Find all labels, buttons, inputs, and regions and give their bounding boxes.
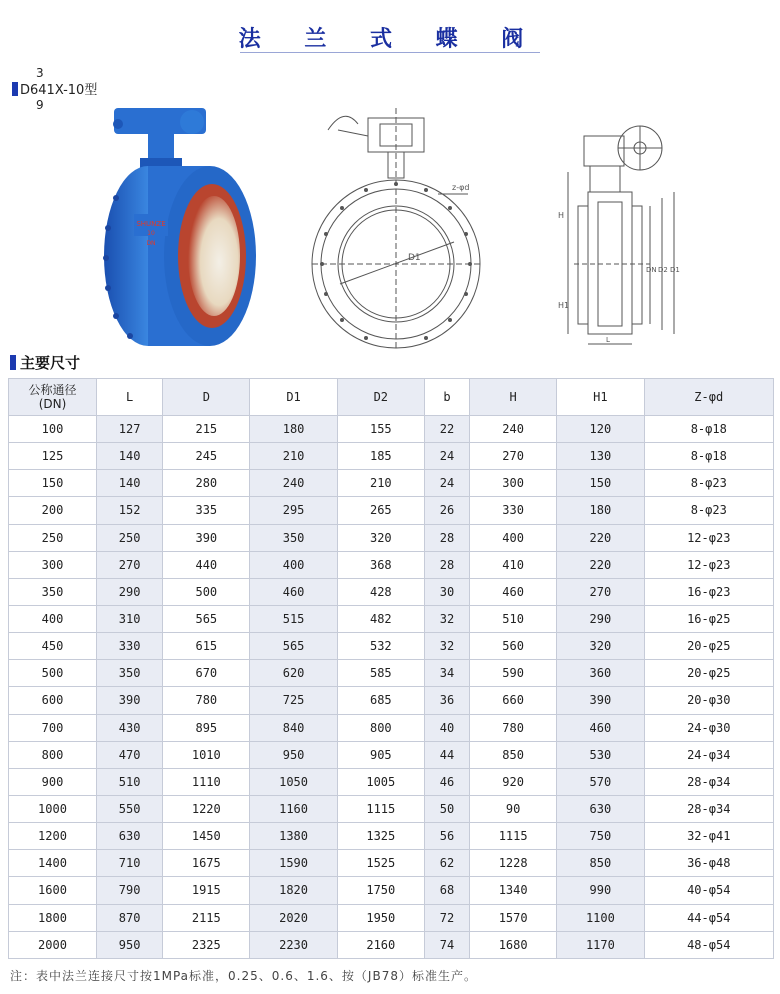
- header-l: L: [97, 379, 163, 416]
- cell-b: 24: [424, 470, 469, 497]
- header-h: H: [470, 379, 557, 416]
- cell-zphi: 12-φ23: [644, 551, 773, 578]
- cell-h: 850: [470, 741, 557, 768]
- table-row: [9, 850, 774, 877]
- cell-h1: 320: [557, 633, 644, 660]
- cell-dn: 600: [9, 687, 97, 714]
- cell-h: 920: [470, 768, 557, 795]
- header-d1: D1: [250, 379, 337, 416]
- cell-l: 270: [97, 551, 163, 578]
- cell-l: 710: [97, 850, 163, 877]
- cell-l: 790: [97, 877, 163, 904]
- cell-d1: 460: [250, 578, 337, 605]
- cell-d: 1110: [163, 768, 250, 795]
- cell-d2: 265: [337, 497, 424, 524]
- cell-d1: 400: [250, 551, 337, 578]
- cell-h1: 850: [557, 850, 644, 877]
- cell-h: 1680: [470, 931, 557, 958]
- cell-dn: 400: [9, 605, 97, 632]
- front-view-drawing: [308, 100, 488, 350]
- cell-d1: 565: [250, 633, 337, 660]
- cell-h1: 460: [557, 714, 644, 741]
- label-d2: D2: [658, 266, 668, 274]
- cell-b: 24: [424, 443, 469, 470]
- cell-h: 510: [470, 605, 557, 632]
- cell-d2: 320: [337, 524, 424, 551]
- model-superscript: 3: [36, 66, 44, 80]
- section-title: 主要尺寸: [20, 354, 81, 372]
- cell-h1: 270: [557, 578, 644, 605]
- cell-h1: 150: [557, 470, 644, 497]
- cell-b: 28: [424, 524, 469, 551]
- cell-dn: 1000: [9, 795, 97, 822]
- cell-h: 270: [470, 443, 557, 470]
- cell-d2: 1950: [337, 904, 424, 931]
- table-row: [9, 551, 774, 578]
- header-b: b: [424, 379, 469, 416]
- cell-dn: 500: [9, 660, 97, 687]
- cell-h1: 750: [557, 823, 644, 850]
- valve-photo: [92, 108, 262, 348]
- cell-zphi: 20-φ25: [644, 633, 773, 660]
- cell-d: 2115: [163, 904, 250, 931]
- cell-h: 660: [470, 687, 557, 714]
- cell-d: 1450: [163, 823, 250, 850]
- cell-b: 50: [424, 795, 469, 822]
- cell-h1: 990: [557, 877, 644, 904]
- cell-dn: 450: [9, 633, 97, 660]
- cell-dn: 1200: [9, 823, 97, 850]
- model-subscript: 9: [36, 98, 44, 112]
- table-row: [9, 931, 774, 958]
- cell-d: 335: [163, 497, 250, 524]
- model-main-text: D641X-10型: [20, 83, 98, 98]
- cell-l: 470: [97, 741, 163, 768]
- cell-zphi: 24-φ30: [644, 714, 773, 741]
- header-d2: D2: [337, 379, 424, 416]
- cell-zphi: 20-φ25: [644, 660, 773, 687]
- section-marker: [10, 355, 16, 370]
- label-d1: D1: [408, 253, 421, 263]
- table-row: [9, 741, 774, 768]
- cell-h: 400: [470, 524, 557, 551]
- cell-l: 510: [97, 768, 163, 795]
- cell-b: 40: [424, 714, 469, 741]
- cell-d2: 482: [337, 605, 424, 632]
- cell-d: 2325: [163, 931, 250, 958]
- cell-d: 280: [163, 470, 250, 497]
- cell-d: 500: [163, 578, 250, 605]
- cell-d: 440: [163, 551, 250, 578]
- label-h1: H1: [558, 301, 570, 310]
- cell-d1: 515: [250, 605, 337, 632]
- table-row: [9, 633, 774, 660]
- cell-dn: 250: [9, 524, 97, 551]
- cell-d1: 840: [250, 714, 337, 741]
- cell-zphi: 8-φ23: [644, 497, 773, 524]
- cell-d2: 1005: [337, 768, 424, 795]
- cell-h: 330: [470, 497, 557, 524]
- cell-dn: 125: [9, 443, 97, 470]
- cell-b: 34: [424, 660, 469, 687]
- cell-zphi: 36-φ48: [644, 850, 773, 877]
- cell-d: 1010: [163, 741, 250, 768]
- cell-h: 1570: [470, 904, 557, 931]
- cell-d2: 905: [337, 741, 424, 768]
- cell-d: 1675: [163, 850, 250, 877]
- cell-l: 630: [97, 823, 163, 850]
- cell-dn: 1800: [9, 904, 97, 931]
- cell-d2: 185: [337, 443, 424, 470]
- cell-b: 32: [424, 605, 469, 632]
- cell-b: 68: [424, 877, 469, 904]
- cell-zphi: 28-φ34: [644, 795, 773, 822]
- cell-h1: 1100: [557, 904, 644, 931]
- cell-l: 140: [97, 443, 163, 470]
- cell-zphi: 48-φ54: [644, 931, 773, 958]
- cell-h: 460: [470, 578, 557, 605]
- header-dn: [9, 379, 97, 416]
- cell-zphi: 8-φ23: [644, 470, 773, 497]
- cell-zphi: 40-φ54: [644, 877, 773, 904]
- cell-dn: 700: [9, 714, 97, 741]
- cell-zphi: 44-φ54: [644, 904, 773, 931]
- cell-d: 245: [163, 443, 250, 470]
- page-title: 法 兰 式 蝶 阀: [238, 27, 542, 52]
- cell-h: 90: [470, 795, 557, 822]
- cell-d1: 295: [250, 497, 337, 524]
- cell-l: 152: [97, 497, 163, 524]
- cell-dn: 800: [9, 741, 97, 768]
- cell-l: 290: [97, 578, 163, 605]
- table-row: [9, 416, 774, 443]
- cell-l: 330: [97, 633, 163, 660]
- title-underline: [240, 52, 540, 53]
- table-row: [9, 714, 774, 741]
- cell-d1: 2020: [250, 904, 337, 931]
- cell-dn: 1600: [9, 877, 97, 904]
- table-body: [9, 416, 774, 959]
- cell-l: 430: [97, 714, 163, 741]
- cell-h1: 390: [557, 687, 644, 714]
- cell-zphi: 16-φ23: [644, 578, 773, 605]
- cell-h1: 630: [557, 795, 644, 822]
- footnote: 注：表中法兰连接尺寸按1MPa标准，0.25、0.6、1.6、按（JB78）标准生产。: [10, 969, 477, 983]
- table-row: [9, 524, 774, 551]
- cell-d2: 155: [337, 416, 424, 443]
- header-zphi: Z-φd: [644, 379, 773, 416]
- cell-zphi: 8-φ18: [644, 443, 773, 470]
- photo-dn-text: DN: [146, 240, 156, 247]
- cell-b: 62: [424, 850, 469, 877]
- cell-d1: 1380: [250, 823, 337, 850]
- cell-d2: 1325: [337, 823, 424, 850]
- cell-d1: 620: [250, 660, 337, 687]
- table-row: [9, 823, 774, 850]
- table-row: [9, 877, 774, 904]
- cell-h: 1340: [470, 877, 557, 904]
- cell-b: 56: [424, 823, 469, 850]
- cell-dn: 1400: [9, 850, 97, 877]
- cell-dn: 900: [9, 768, 97, 795]
- cell-d2: 585: [337, 660, 424, 687]
- cell-d1: 240: [250, 470, 337, 497]
- cell-d2: 1525: [337, 850, 424, 877]
- model-main: [12, 82, 97, 98]
- table-header-row: [9, 379, 774, 416]
- table-row: [9, 497, 774, 524]
- cell-h1: 290: [557, 605, 644, 632]
- cell-d1: 725: [250, 687, 337, 714]
- cell-l: 870: [97, 904, 163, 931]
- cell-d2: 368: [337, 551, 424, 578]
- cell-d: 390: [163, 524, 250, 551]
- label-l: L: [606, 336, 610, 344]
- cell-zphi: 12-φ23: [644, 524, 773, 551]
- cell-b: 36: [424, 687, 469, 714]
- cell-b: 22: [424, 416, 469, 443]
- cell-d2: 2160: [337, 931, 424, 958]
- cell-dn: 100: [9, 416, 97, 443]
- label-dn: DN: [646, 266, 657, 274]
- cell-h1: 530: [557, 741, 644, 768]
- cell-l: 390: [97, 687, 163, 714]
- cell-d1: 950: [250, 741, 337, 768]
- cell-h1: 1170: [557, 931, 644, 958]
- table-row: [9, 660, 774, 687]
- table-row: [9, 443, 774, 470]
- cell-d2: 1750: [337, 877, 424, 904]
- cell-d2: 532: [337, 633, 424, 660]
- cell-d: 1220: [163, 795, 250, 822]
- cell-d: 215: [163, 416, 250, 443]
- cell-d: 565: [163, 605, 250, 632]
- cell-b: 26: [424, 497, 469, 524]
- cell-h: 1228: [470, 850, 557, 877]
- cell-zphi: 32-φ41: [644, 823, 773, 850]
- table-row: [9, 795, 774, 822]
- table-row: [9, 578, 774, 605]
- cell-dn: 200: [9, 497, 97, 524]
- cell-h1: 180: [557, 497, 644, 524]
- cell-dn: 300: [9, 551, 97, 578]
- cell-l: 950: [97, 931, 163, 958]
- cell-dn: 2000: [9, 931, 97, 958]
- cell-h1: 360: [557, 660, 644, 687]
- header-dn-text: 公称通径 (DN): [28, 383, 77, 411]
- table-row: [9, 687, 774, 714]
- cell-l: 250: [97, 524, 163, 551]
- cell-b: 32: [424, 633, 469, 660]
- label-h: H: [558, 211, 565, 220]
- cell-d2: 1115: [337, 795, 424, 822]
- cell-d1: 2230: [250, 931, 337, 958]
- cell-dn: 150: [9, 470, 97, 497]
- cell-d1: 1590: [250, 850, 337, 877]
- header-h1: H1: [557, 379, 644, 416]
- model-marker: [12, 82, 18, 96]
- cell-l: 550: [97, 795, 163, 822]
- cell-b: 44: [424, 741, 469, 768]
- header-d: D: [163, 379, 250, 416]
- cell-h: 1115: [470, 823, 557, 850]
- cell-d2: 428: [337, 578, 424, 605]
- cell-b: 28: [424, 551, 469, 578]
- cell-h: 560: [470, 633, 557, 660]
- cell-zphi: 20-φ30: [644, 687, 773, 714]
- photo-pn-text: 10: [147, 230, 155, 237]
- cell-d1: 180: [250, 416, 337, 443]
- cell-h: 780: [470, 714, 557, 741]
- cell-b: 46: [424, 768, 469, 795]
- cell-h1: 130: [557, 443, 644, 470]
- cell-l: 127: [97, 416, 163, 443]
- cell-h1: 570: [557, 768, 644, 795]
- cell-d: 1915: [163, 877, 250, 904]
- cell-d: 895: [163, 714, 250, 741]
- cell-d: 670: [163, 660, 250, 687]
- cell-d1: 210: [250, 443, 337, 470]
- cell-zphi: 8-φ18: [644, 416, 773, 443]
- cell-d1: 350: [250, 524, 337, 551]
- cell-d2: 210: [337, 470, 424, 497]
- table-row: [9, 470, 774, 497]
- cell-d1: 1820: [250, 877, 337, 904]
- cell-h1: 220: [557, 524, 644, 551]
- cell-b: 74: [424, 931, 469, 958]
- cell-h: 300: [470, 470, 557, 497]
- cell-b: 72: [424, 904, 469, 931]
- cell-h: 590: [470, 660, 557, 687]
- cell-d1: 1050: [250, 768, 337, 795]
- cell-d: 615: [163, 633, 250, 660]
- cell-zphi: 16-φ25: [644, 605, 773, 632]
- section-heading: [10, 352, 80, 373]
- side-view-drawing: [554, 122, 694, 352]
- cell-d2: 685: [337, 687, 424, 714]
- cell-d1: 1160: [250, 795, 337, 822]
- table-row: [9, 768, 774, 795]
- table-row: [9, 605, 774, 632]
- label-d1-side: D1: [670, 266, 680, 274]
- cell-zphi: 24-φ34: [644, 741, 773, 768]
- table-row: [9, 904, 774, 931]
- cell-l: 350: [97, 660, 163, 687]
- cell-h: 410: [470, 551, 557, 578]
- label-zphi: z-φd: [452, 183, 470, 192]
- cell-d2: 800: [337, 714, 424, 741]
- cell-dn: 350: [9, 578, 97, 605]
- cell-d: 780: [163, 687, 250, 714]
- photo-brand-text: SHUNZE: [136, 220, 166, 228]
- cell-l: 140: [97, 470, 163, 497]
- cell-zphi: 28-φ34: [644, 768, 773, 795]
- cell-b: 30: [424, 578, 469, 605]
- cell-h1: 220: [557, 551, 644, 578]
- cell-l: 310: [97, 605, 163, 632]
- cell-h1: 120: [557, 416, 644, 443]
- cell-h: 240: [470, 416, 557, 443]
- dimensions-table: [8, 378, 774, 959]
